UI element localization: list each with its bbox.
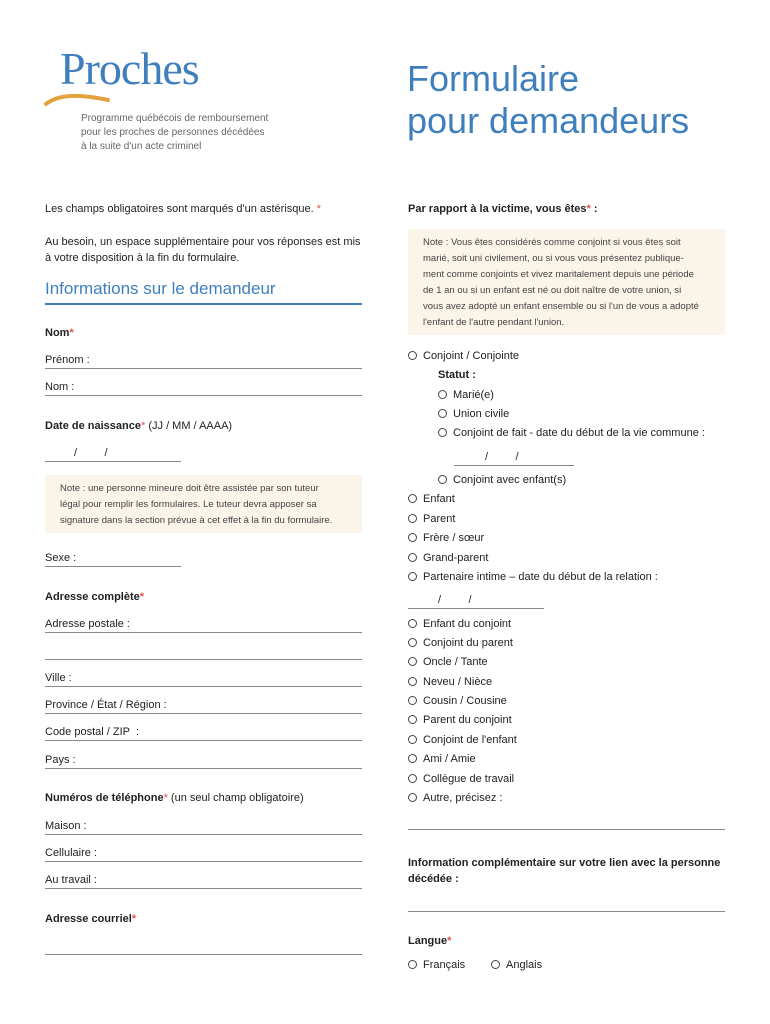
email-heading-text: Adresse courriel (45, 913, 132, 925)
work-phone-label: Au travail : (45, 874, 97, 886)
radio-icon[interactable] (408, 619, 417, 628)
logo-subtitle (81, 112, 281, 154)
option-label: Conjoint du parent (423, 637, 513, 649)
option-collegue[interactable] (408, 773, 514, 785)
option-label: Conjoint avec enfant(s) (453, 474, 567, 486)
option-label: Enfant du conjoint (423, 618, 512, 630)
asterisk: * (141, 420, 146, 432)
relation-date-separators: / / (438, 594, 472, 606)
option-label: Neveu / Nièce (423, 676, 493, 688)
radio-icon[interactable] (408, 696, 417, 705)
radio-icon[interactable] (408, 514, 417, 523)
asterisk: * (447, 935, 452, 947)
option-label: Collègue de travail (423, 773, 515, 785)
option-autre[interactable] (408, 792, 502, 804)
city-label: Ville : (45, 672, 72, 684)
common-life-date-field[interactable] (454, 465, 574, 466)
home-phone-label: Maison : (45, 820, 87, 832)
postal-label: Code postal / ZIP : (45, 726, 139, 738)
relation-date-field[interactable] (408, 608, 544, 609)
prenom-field[interactable] (45, 368, 362, 369)
sexe-label: Sexe : (45, 552, 77, 564)
option-anglais[interactable] (491, 959, 542, 971)
common-life-date-separators: / / (485, 451, 519, 463)
relation-heading-suffix: : (590, 203, 598, 215)
radio-icon[interactable] (408, 774, 417, 783)
minor-note-line: légal pour remplir les formulaires. Le tuteur devra apposer sa (60, 499, 317, 510)
radio-icon[interactable] (408, 657, 417, 666)
option-label: Enfant (423, 493, 455, 505)
option-conjoint-parent[interactable] (408, 637, 513, 649)
address-field-2[interactable] (45, 659, 362, 660)
minor-note-box (45, 475, 362, 533)
radio-icon[interactable] (408, 494, 417, 503)
radio-icon[interactable] (438, 390, 447, 399)
relation-heading-text: Par rapport à la victime, vous êtes (408, 203, 587, 215)
option-conjoint-enfants[interactable] (438, 474, 566, 486)
option-label: Parent du conjoint (423, 714, 512, 726)
option-label: Conjoint / Conjointe (423, 350, 520, 362)
option-parent-conjoint[interactable] (408, 714, 512, 726)
radio-icon[interactable] (408, 638, 417, 647)
address-heading (45, 591, 144, 603)
minor-note-line: signature dans la section prévue à cet effet à la fin du formulaire. (60, 515, 333, 526)
minor-note-line: Note : une personne mineure doit être assistée par son tuteur (60, 483, 319, 494)
extra-space-note (45, 234, 361, 266)
address-heading-text: Adresse complète (45, 591, 140, 603)
spouse-note-line: marié, soit uni civilement, ou si vous vous présentez publique- (423, 253, 684, 264)
dob-heading (45, 420, 232, 432)
sexe-field[interactable] (45, 566, 181, 567)
option-label: Grand-parent (423, 552, 489, 564)
radio-icon[interactable] (408, 553, 417, 562)
langue-heading (408, 935, 451, 947)
logo-subtitle-line: à la suite d'un acte criminel (81, 141, 202, 152)
radio-icon[interactable] (408, 754, 417, 763)
option-union-civile[interactable] (438, 408, 509, 420)
option-parent[interactable] (408, 513, 455, 525)
radio-icon[interactable] (438, 475, 447, 484)
option-label: Anglais (506, 959, 543, 971)
option-ami-amie[interactable] (408, 753, 476, 765)
option-label: Conjoint de l'enfant (423, 734, 517, 746)
radio-icon[interactable] (408, 351, 417, 360)
cell-phone-label: Cellulaire : (45, 847, 97, 859)
statut-label: Statut : (438, 369, 476, 381)
asterisk: * (131, 913, 137, 925)
option-cousin-cousine[interactable] (408, 695, 507, 707)
option-neveu-niece[interactable] (408, 676, 492, 688)
required-fields-note (45, 203, 321, 215)
option-label: Ami / Amie (423, 753, 476, 765)
radio-icon[interactable] (408, 572, 417, 581)
logo-subtitle-line: Programme québécois de remboursement (81, 113, 269, 124)
radio-icon[interactable] (491, 960, 500, 969)
langue-heading-text: Langue (408, 935, 448, 947)
radio-icon[interactable] (408, 735, 417, 744)
phone-heading (45, 792, 304, 804)
phone-hint: (un seul champ obligatoire) (170, 792, 304, 804)
option-label: Autre, précisez : (423, 792, 503, 804)
home-phone-field[interactable] (45, 834, 362, 835)
country-field[interactable] (45, 768, 362, 769)
option-grand-parent[interactable] (408, 552, 488, 564)
country-label: Pays : (45, 754, 76, 766)
form-title (407, 58, 737, 142)
province-label: Province / État / Région : (45, 699, 167, 711)
radio-icon[interactable] (408, 793, 417, 802)
logo-subtitle-line: pour les proches de personnes décédées (81, 127, 265, 138)
option-label: Partenaire intime – date du début de la relation : (423, 571, 658, 583)
option-oncle-tante[interactable] (408, 656, 488, 668)
nom-label: Nom : (45, 381, 75, 393)
option-conjoint[interactable] (408, 350, 519, 362)
dob-separators: / / (74, 447, 108, 459)
spouse-note-line: Note : Vous êtes considérés comme conjoint si vous êtes soit (423, 237, 681, 248)
option-frere-soeur[interactable] (408, 532, 484, 544)
option-enfant-conjoint[interactable] (408, 618, 511, 630)
nom-heading-text: Nom (45, 327, 70, 339)
postal-field[interactable] (45, 740, 362, 741)
info-heading (408, 855, 720, 887)
spouse-note-line: vous avez adopté un enfant ensemble ou si l'un de vous a adopté (423, 301, 699, 312)
option-conjoint-enfant[interactable] (408, 734, 517, 746)
cell-phone-field[interactable] (45, 861, 362, 862)
required-note-text: Les champs obligatoires sont marqués d'un astérisque. (45, 203, 314, 215)
spouse-note-box (408, 229, 725, 335)
option-label: Oncle / Tante (423, 656, 488, 668)
work-phone-field[interactable] (45, 888, 362, 889)
radio-icon[interactable] (408, 677, 417, 686)
province-field[interactable] (45, 713, 362, 714)
address-field[interactable] (45, 632, 362, 633)
form-title-line1: Formulaire (407, 58, 580, 99)
nom-field[interactable] (45, 395, 362, 396)
asterisk: * (69, 327, 74, 339)
section-divider (45, 303, 362, 305)
radio-icon[interactable] (438, 409, 447, 418)
extra-space-line: Au besoin, un espace supplémentaire pour vos réponses est mis (45, 236, 361, 248)
form-title-line2: pour demandeurs (407, 100, 690, 141)
spouse-note-line: ment comme conjoints et vivez maritalement depuis une période (423, 269, 694, 280)
radio-icon[interactable] (408, 715, 417, 724)
city-field[interactable] (45, 686, 362, 687)
section-title: Informations sur le demandeur (45, 279, 276, 298)
option-label: Conjoint de fait - date du début de la vie commune : (453, 427, 705, 439)
option-label: Frère / sœur (423, 532, 485, 544)
radio-icon[interactable] (438, 428, 447, 437)
option-partenaire-intime[interactable] (408, 571, 658, 583)
radio-icon[interactable] (408, 960, 417, 969)
option-enfant[interactable] (408, 493, 455, 505)
spouse-note-line: l'enfant de l'autre pendant l'union. (423, 317, 565, 328)
info-heading-line: Information complémentaire sur votre lien avec la personne (408, 857, 721, 869)
spouse-note-line: de 1 an ou si un enfant est né ou doit naître de votre union, si (423, 285, 682, 296)
asterisk: * (139, 591, 145, 603)
dob-field[interactable] (45, 461, 181, 462)
logo-wordmark: Proches (60, 43, 199, 94)
info-heading-line: décédée : (408, 873, 459, 885)
email-field[interactable] (45, 954, 362, 955)
address-label: Adresse postale : (45, 618, 130, 630)
dob-heading-text: Date de naissance (45, 420, 141, 432)
asterisk: * (316, 203, 322, 215)
asterisk: * (163, 792, 168, 804)
dob-format: (JJ / MM / AAAA) (148, 420, 233, 432)
info-field[interactable] (408, 911, 725, 912)
autre-field[interactable] (408, 829, 725, 830)
option-label: Marié(e) (453, 389, 494, 401)
logo-swoosh-icon (44, 92, 114, 108)
radio-icon[interactable] (408, 533, 417, 542)
option-marie[interactable] (438, 389, 494, 401)
prenom-label: Prénom : (45, 354, 90, 366)
option-conjoint-fait[interactable] (438, 427, 705, 439)
asterisk: * (586, 203, 591, 215)
relation-heading (408, 203, 598, 215)
option-label: Français (423, 959, 466, 971)
option-label: Union civile (453, 408, 510, 420)
nom-heading (45, 327, 74, 339)
option-francais[interactable] (408, 959, 465, 971)
email-heading (45, 913, 136, 925)
extra-space-line: à votre disposition à la fin du formulaire. (45, 252, 240, 264)
option-label: Parent (423, 513, 456, 525)
phone-heading-text: Numéros de téléphone (45, 792, 164, 804)
option-label: Cousin / Cousine (423, 695, 507, 707)
